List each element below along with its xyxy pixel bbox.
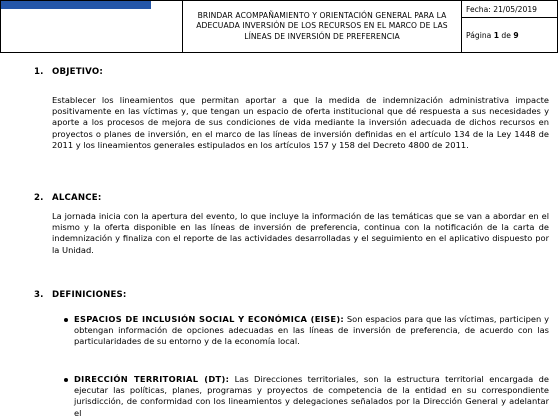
bullet-icon bbox=[64, 318, 68, 322]
definition-term: ESPACIOS DE INCLUSIÓN SOCIAL Y ECONÓMICA (EISE): bbox=[74, 314, 345, 324]
document-date: Fecha: 21/05/2019 bbox=[462, 1, 558, 18]
definition-term: DIRECCIÓN TERRITORIAL (DT): bbox=[74, 374, 230, 384]
bullet-icon bbox=[64, 378, 68, 382]
definition-text: DIRECCIÓN TERRITORIAL (DT): Las Direcciones territoriales, son la estructura territorial encargada de ejecutar las políticas, planes, programas y proyectos de competencia de la entidad en su correspondiente jurisdicción, de conformidad con los lineamientos y delegaciones señalados por la Dirección General y adelantar el bbox=[74, 374, 549, 418]
section-text-objetivo: Establecer los lineamientos que permitan aportar a que la medida de indemnización administrativa impacte positivamente en las víctimas y, que tengan un espacio de oferta institucional que dé respuesta a sus necesidades y aporte a los procesos de mejora de sus condiciones de vida mediante la inversión adecuada de dichos recursos en proyectos o planes de inversión, en el marco de las líneas de inversión definidas en el artículo 134 de la Ley 1448 de 2011 y los lineamientos generales estipulados en los artículos 157 y 158 del Decreto 4800 de 2011. bbox=[52, 95, 549, 150]
logo-bar bbox=[1, 1, 151, 9]
logo-cell bbox=[1, 1, 183, 53]
section-heading-objetivo: 1. OBJETIVO: bbox=[34, 67, 104, 77]
document-title: BRINDAR ACOMPAÑAMIENTO Y ORIENTACIÓN GENERAL PARA LA ADECUADA INVERSIÓN DE LOS RECURSOS EN EL MARCO DE LAS LÍNEAS DE INVERSIÓN DE PREFERENCIA bbox=[183, 1, 462, 53]
document-header bbox=[0, 0, 558, 53]
definition-text: ESPACIOS DE INCLUSIÓN SOCIAL Y ECONÓMICA (EISE): Son espacios para que las víctimas, participen y obtengan información de opciones adecuadas en las líneas de inversión de preferencia, de acuerdo con las particularidades de su entorno y de la economía local. bbox=[74, 314, 549, 347]
section-text-alcance: La jornada inicia con la apertura del evento, lo que incluye la información de las temáticas que se van a abordar en el mismo y la oferta disponible en las líneas de inversión de preferencia, continua con la notificación de la carta de indemnización y finaliza con el reporte de las actividades desarrolladas y el seguimiento en el aplicativo dispuesto por la Unidad. bbox=[52, 211, 549, 255]
section-heading-alcance: 2. ALCANCE: bbox=[34, 193, 102, 203]
page-number: Página 1 de 9 bbox=[462, 18, 558, 53]
section-heading-definiciones: 3. DEFINICIONES: bbox=[34, 290, 127, 300]
